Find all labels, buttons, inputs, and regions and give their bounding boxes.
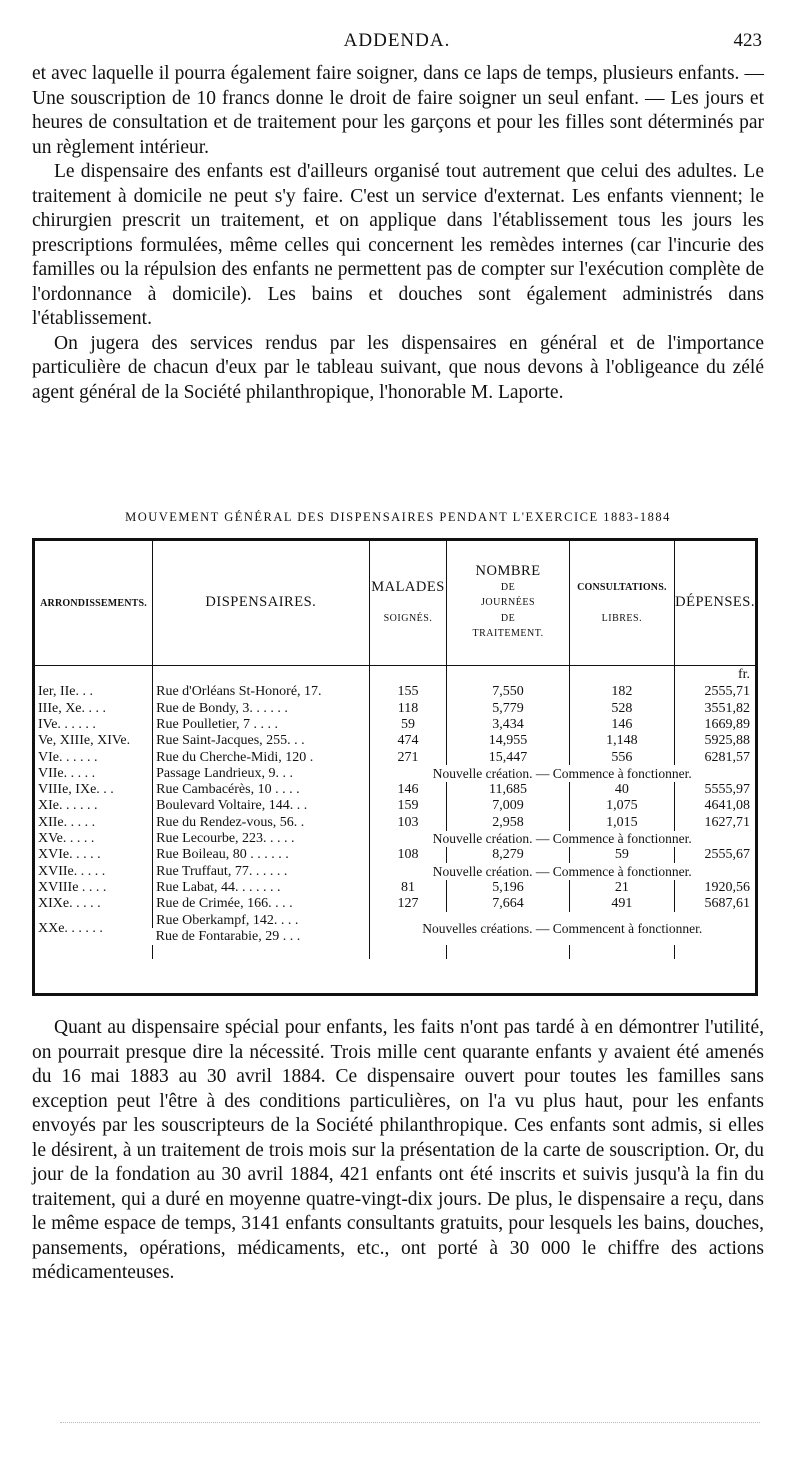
col-header-dispensaires: DISPENSAIRES. — [153, 541, 369, 666]
cell-journees: 5,196 — [447, 880, 569, 896]
cell-journees: 15,447 — [447, 749, 569, 765]
cell-dispensaire: Rue Boileau, 80 . . . . . . — [153, 847, 369, 863]
table-row — [35, 863, 755, 879]
cell-dispensaire: Rue de Bondy, 3. . . . . . — [153, 700, 369, 716]
cell-consultations: 491 — [569, 896, 674, 912]
cell-arrondissement: VIIe. . . . . — [38, 765, 96, 781]
cell-consultations: 21 — [569, 880, 674, 896]
paragraph: et avec laquelle il pourra également faire soigner, dans ce laps de temps, plusieurs enfants. — Une souscription de 10 francs donne le droit de faire soigner un seul enfant. — Les jours et heures de consultation et de traitement pour les garçons et pour les filles sont déterminés par un règlement intérieur. — [32, 63, 764, 158]
cell-dispensaire: Boulevard Voltaire, 144. . . — [153, 798, 369, 814]
table-row — [35, 847, 755, 863]
body-text-bottom — [32, 1016, 764, 1286]
cell-arrondissement: IVe. . . . . . — [38, 716, 96, 732]
cell-note: Nouvelle création. — Commence à fonctionner. — [369, 765, 755, 781]
table-row — [35, 880, 755, 896]
cell-dispensaire: Passage Landrieux, 9. . . — [153, 765, 369, 781]
table-row — [35, 749, 755, 765]
cell-arrondissement: XXe. . . . . . — [38, 920, 103, 936]
cell-malades: 81 — [369, 880, 447, 896]
cell-malades: 146 — [369, 782, 447, 798]
cell-dispensaire: Rue Cambacérès, 10 . . . . — [153, 782, 369, 798]
cell-dispensaire: Rue Lecourbe, 223. . . . . — [153, 831, 369, 847]
cell-malades: 118 — [369, 700, 447, 716]
cell-journees: 11,685 — [447, 782, 569, 798]
table-row — [35, 798, 755, 814]
running-title: ADDENDA. — [343, 30, 451, 51]
dispensary-table — [32, 538, 758, 996]
cell-journees: 8,279 — [447, 847, 569, 863]
cell-journees: 7,664 — [447, 896, 569, 912]
cell-journees: 3,434 — [447, 717, 569, 733]
cell-journees: 14,955 — [447, 733, 569, 749]
cell-depenses: 1627,71 — [675, 814, 755, 830]
cell-consultations: 146 — [569, 717, 674, 733]
cell-dispensaire: Rue Oberkampf, 142. . . . — [153, 912, 369, 928]
page-footer-rule — [60, 1422, 760, 1423]
cell-depenses: 5687,61 — [675, 896, 755, 912]
cell-dispensaire: Rue de Crimée, 166. . . . — [153, 896, 369, 912]
cell-dispensaire: Rue Truffaut, 77. . . . . . — [153, 863, 369, 879]
cell-consultations: 556 — [569, 749, 674, 765]
cell-journees: 7,550 — [447, 684, 569, 700]
cell-depenses: 5555,97 — [675, 782, 755, 798]
cell-dispensaire: Rue du Rendez-vous, 56. . — [153, 814, 369, 830]
col-header-malades: MALADES SOIGNÉS. — [369, 541, 447, 666]
cell-depenses: 2555,67 — [675, 847, 755, 863]
cell-depenses: 2555,71 — [675, 684, 755, 700]
table-row — [35, 700, 755, 716]
cell-malades: 159 — [369, 798, 447, 814]
table-row — [35, 765, 755, 781]
cell-arrondissement: VIIIe, IXe. . . — [38, 782, 114, 798]
body-text-top — [32, 62, 764, 405]
unit-label: fr. — [675, 666, 755, 685]
cell-depenses: 6281,57 — [675, 749, 755, 765]
col-header-nombre: NOMBRE DE JOURNÉES DE TRAITEMENT. — [447, 541, 569, 666]
cell-dispensaire: Rue d'Orléans St-Honoré, 17. — [153, 684, 369, 700]
cell-consultations: 40 — [569, 782, 674, 798]
cell-depenses: 3551,82 — [675, 700, 755, 716]
cell-dispensaire: Rue Poulletier, 7 . . . . — [153, 717, 369, 733]
cell-arrondissement: IIIe, Xe. . . . — [38, 700, 107, 716]
cell-arrondissement: Ier, IIe. . . — [38, 684, 94, 700]
table-row — [35, 717, 755, 733]
cell-arrondissement: XIe. . . . . . — [38, 798, 98, 814]
col-header-depenses: DÉPENSES. — [675, 541, 755, 666]
cell-note: Nouvelle création. — Commence à fonctionner. — [369, 863, 755, 879]
cell-malades: 108 — [369, 847, 447, 863]
col-header-consultations: CONSULTATIONS. LIBRES. — [569, 541, 674, 666]
page-number: 423 — [733, 30, 762, 51]
cell-journees: 7,009 — [447, 798, 569, 814]
cell-consultations: 59 — [569, 847, 674, 863]
cell-journees: 5,779 — [447, 700, 569, 716]
cell-arrondissement: XVIe. . . . . — [38, 847, 101, 863]
cell-depenses: 1669,89 — [675, 717, 755, 733]
cell-arrondissement: XVIIIe . . . . — [38, 879, 107, 895]
paragraph: On jugera des services rendus par les dispensaires en général et de l'importance particulière de chacun d'eux par le tableau suivant, que nous devons à l'obligeance du zélé agent général de la Société philanthropique, l'honorable M. Laporte. — [32, 332, 764, 403]
table-row — [35, 814, 755, 830]
cell-arrondissement: XVIIe. . . . . — [38, 863, 106, 879]
running-header — [32, 30, 762, 56]
cell-depenses: 4641,08 — [675, 798, 755, 814]
cell-arrondissement: XIIe. . . . . — [38, 814, 96, 830]
paragraph: Quant au dispensaire spécial pour enfants, les faits n'ont pas tardé à en démontrer l'utilité, on pourrait presque dire la nécessité. Trois mille cent quarante enfants y avaient été amenés du 16 mai 1883 au 30 avril 1884. Ce dispensaire ouvert pour toutes les familles sans exception peut l'être à des conditions particulières, on l'a vu plus haut, pour les enfants envoyés par les souscripteurs de la Société philanthropique. Ces enfants sont admis, si elles le désirent, à un traitement de trois mois sur la présentation de la carte de souscription. Or, du jour de la fondation au 30 avril 1884, 421 enfants ont été inscrits et suivis jusqu'à la fin du traitement, qui a duré en moyenne quatre-vingt-dix jours. De plus, le dispensaire a reçu, dans le même espace de temps, 3141 enfants consultants gratuits, pour lesquels les bains, douches, pansements, opérations, médicaments, etc., ont porté à 30 000 le chiffre des actions médicamenteuses. — [32, 1017, 764, 1283]
cell-consultations: 182 — [569, 684, 674, 700]
cell-arrondissement: XVe. . . . . — [38, 831, 95, 847]
cell-note: Nouvelles créations. — Commencent à fonctionner. — [369, 912, 755, 945]
cell-dispensaire: Rue du Cherche-Midi, 120 . — [153, 749, 369, 765]
table-row — [35, 896, 755, 912]
cell-arrondissement: VIe. . . . . . — [38, 749, 98, 765]
table-row — [35, 733, 755, 749]
paragraph: Le dispensaire des enfants est d'ailleurs organisé tout autrement que celui des adultes. Le traitement à domicile ne peut s'y faire. C'est un service d'externat. Les enfants viennent; le chirurgien prescrit un traitement, et on applique dans l'établissement tous les jours les prescriptions formulées, même celles qui concernent les remèdes internes (car l'incurie des familles ou la répulsion des enfants ne permettent pas de compter sur l'exécution complète de l'ordonnance à domicile). Les bains et douches sont également administrés dans l'établissement. — [32, 161, 764, 329]
cell-arrondissement: Ve, XIIIe, XIVe. — [38, 733, 131, 749]
table-caption: MOUVEMENT GÉNÉRAL DES DISPENSAIRES PENDANT L'EXERCICE 1883-1884 — [125, 510, 671, 524]
table-row — [35, 912, 755, 928]
cell-depenses: 5925,88 — [675, 733, 755, 749]
cell-consultations: 1,015 — [569, 814, 674, 830]
cell-dispensaire: Rue Labat, 44. . . . . . . — [153, 880, 369, 896]
cell-malades: 474 — [369, 733, 447, 749]
cell-depenses: 1920,56 — [675, 880, 755, 896]
cell-malades: 103 — [369, 814, 447, 830]
table-row — [35, 782, 755, 798]
cell-consultations: 528 — [569, 700, 674, 716]
cell-consultations: 1,075 — [569, 798, 674, 814]
cell-malades: 271 — [369, 749, 447, 765]
cell-dispensaire: Rue de Fontarabie, 29 . . . — [155, 928, 301, 944]
table-row — [35, 831, 755, 847]
cell-consultations: 1,148 — [569, 733, 674, 749]
cell-arrondissement: XIXe. . . . . — [38, 896, 101, 912]
cell-malades: 127 — [369, 896, 447, 912]
cell-malades: 59 — [369, 717, 447, 733]
col-header-arrondissements: ARRONDISSEMENTS. — [35, 541, 153, 666]
table-row — [35, 684, 755, 700]
cell-note: Nouvelle création. — Commence à fonctionner. — [369, 831, 755, 847]
cell-dispensaire: Rue Saint-Jacques, 255. . . — [153, 733, 369, 749]
cell-journees: 2,958 — [447, 814, 569, 830]
cell-malades: 155 — [369, 684, 447, 700]
